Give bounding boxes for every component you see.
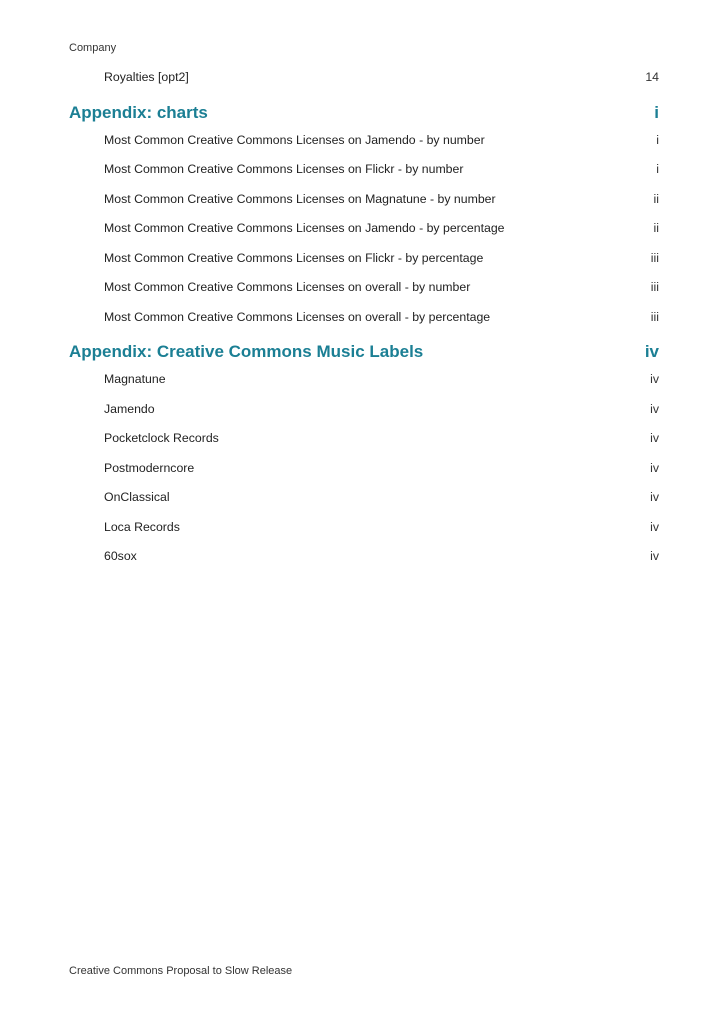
toc-entry-page: iv <box>650 519 659 534</box>
toc-entry[interactable] <box>69 128 659 158</box>
toc-entry-page: iv <box>650 372 659 386</box>
toc-entry-page: ii <box>653 221 659 235</box>
toc-entry-page: iv <box>650 431 659 445</box>
toc-entry-title: Postmoderncore <box>104 460 195 475</box>
toc-section-heading[interactable] <box>69 97 659 128</box>
toc-entry[interactable] <box>69 426 659 456</box>
toc-entry-title: 60sox <box>104 549 137 563</box>
toc-entry-page: iv <box>650 460 659 475</box>
toc-entry[interactable] <box>69 367 659 397</box>
toc-entry[interactable] <box>69 216 659 246</box>
toc-entry-page: iii <box>650 280 659 294</box>
table-of-contents <box>69 65 659 574</box>
toc-section-page: i <box>654 102 659 122</box>
toc-entry-title: Most Common Creative Commons Licenses on Jamendo - by number <box>104 132 485 147</box>
toc-entry-page: iv <box>650 490 659 504</box>
toc-entry[interactable] <box>69 456 659 486</box>
toc-entry[interactable] <box>69 187 659 217</box>
toc-entry-title: Most Common Creative Commons Licenses on Jamendo - by percentage <box>104 221 505 235</box>
toc-entry-title: Magnatune <box>104 372 166 386</box>
toc-section-heading[interactable] <box>69 336 659 367</box>
toc-entry-title: Most Common Creative Commons Licenses on Flickr - by number <box>104 162 464 176</box>
toc-entry-page: i <box>656 132 659 147</box>
toc-section-page: iv <box>644 342 659 361</box>
toc-entry-title: Loca Records <box>104 519 180 534</box>
toc-entry[interactable] <box>69 397 659 427</box>
toc-entry[interactable] <box>69 515 659 545</box>
toc-entry-page: iv <box>650 549 659 563</box>
running-header: Company <box>69 42 117 54</box>
toc-entry-page: iv <box>650 401 659 416</box>
toc-entry-page: iii <box>650 250 659 265</box>
toc-entry-title: Pocketclock Records <box>104 431 219 445</box>
toc-entry[interactable] <box>69 65 659 95</box>
toc-entry[interactable] <box>69 275 659 305</box>
toc-entry-page: 14 <box>645 70 659 84</box>
toc-entry[interactable] <box>69 305 659 335</box>
toc-entry-title: Most Common Creative Commons Licenses on overall - by percentage <box>104 309 491 324</box>
toc-entry-page: ii <box>653 191 659 206</box>
toc-entry-title: Most Common Creative Commons Licenses on Flickr - by percentage <box>104 250 484 265</box>
toc-entry-title: Most Common Creative Commons Licenses on overall - by number <box>104 280 471 294</box>
toc-entry-title: OnClassical <box>104 490 170 504</box>
toc-entry[interactable] <box>69 485 659 515</box>
running-footer: Creative Commons Proposal to Slow Release <box>69 965 293 977</box>
toc-section-title: Appendix: Creative Commons Music Labels <box>69 342 424 361</box>
toc-entry[interactable] <box>69 246 659 276</box>
toc-entry-page: i <box>656 162 659 176</box>
toc-entry[interactable] <box>69 157 659 187</box>
toc-entry-page: iii <box>650 309 659 324</box>
toc-entry[interactable] <box>69 544 659 574</box>
toc-section-title: Appendix: charts <box>69 102 208 122</box>
toc-entry-title: Most Common Creative Commons Licenses on Magnatune - by number <box>104 191 496 206</box>
toc-entry-title: Jamendo <box>104 401 155 416</box>
toc-entry-title: Royalties [opt2] <box>104 70 189 84</box>
